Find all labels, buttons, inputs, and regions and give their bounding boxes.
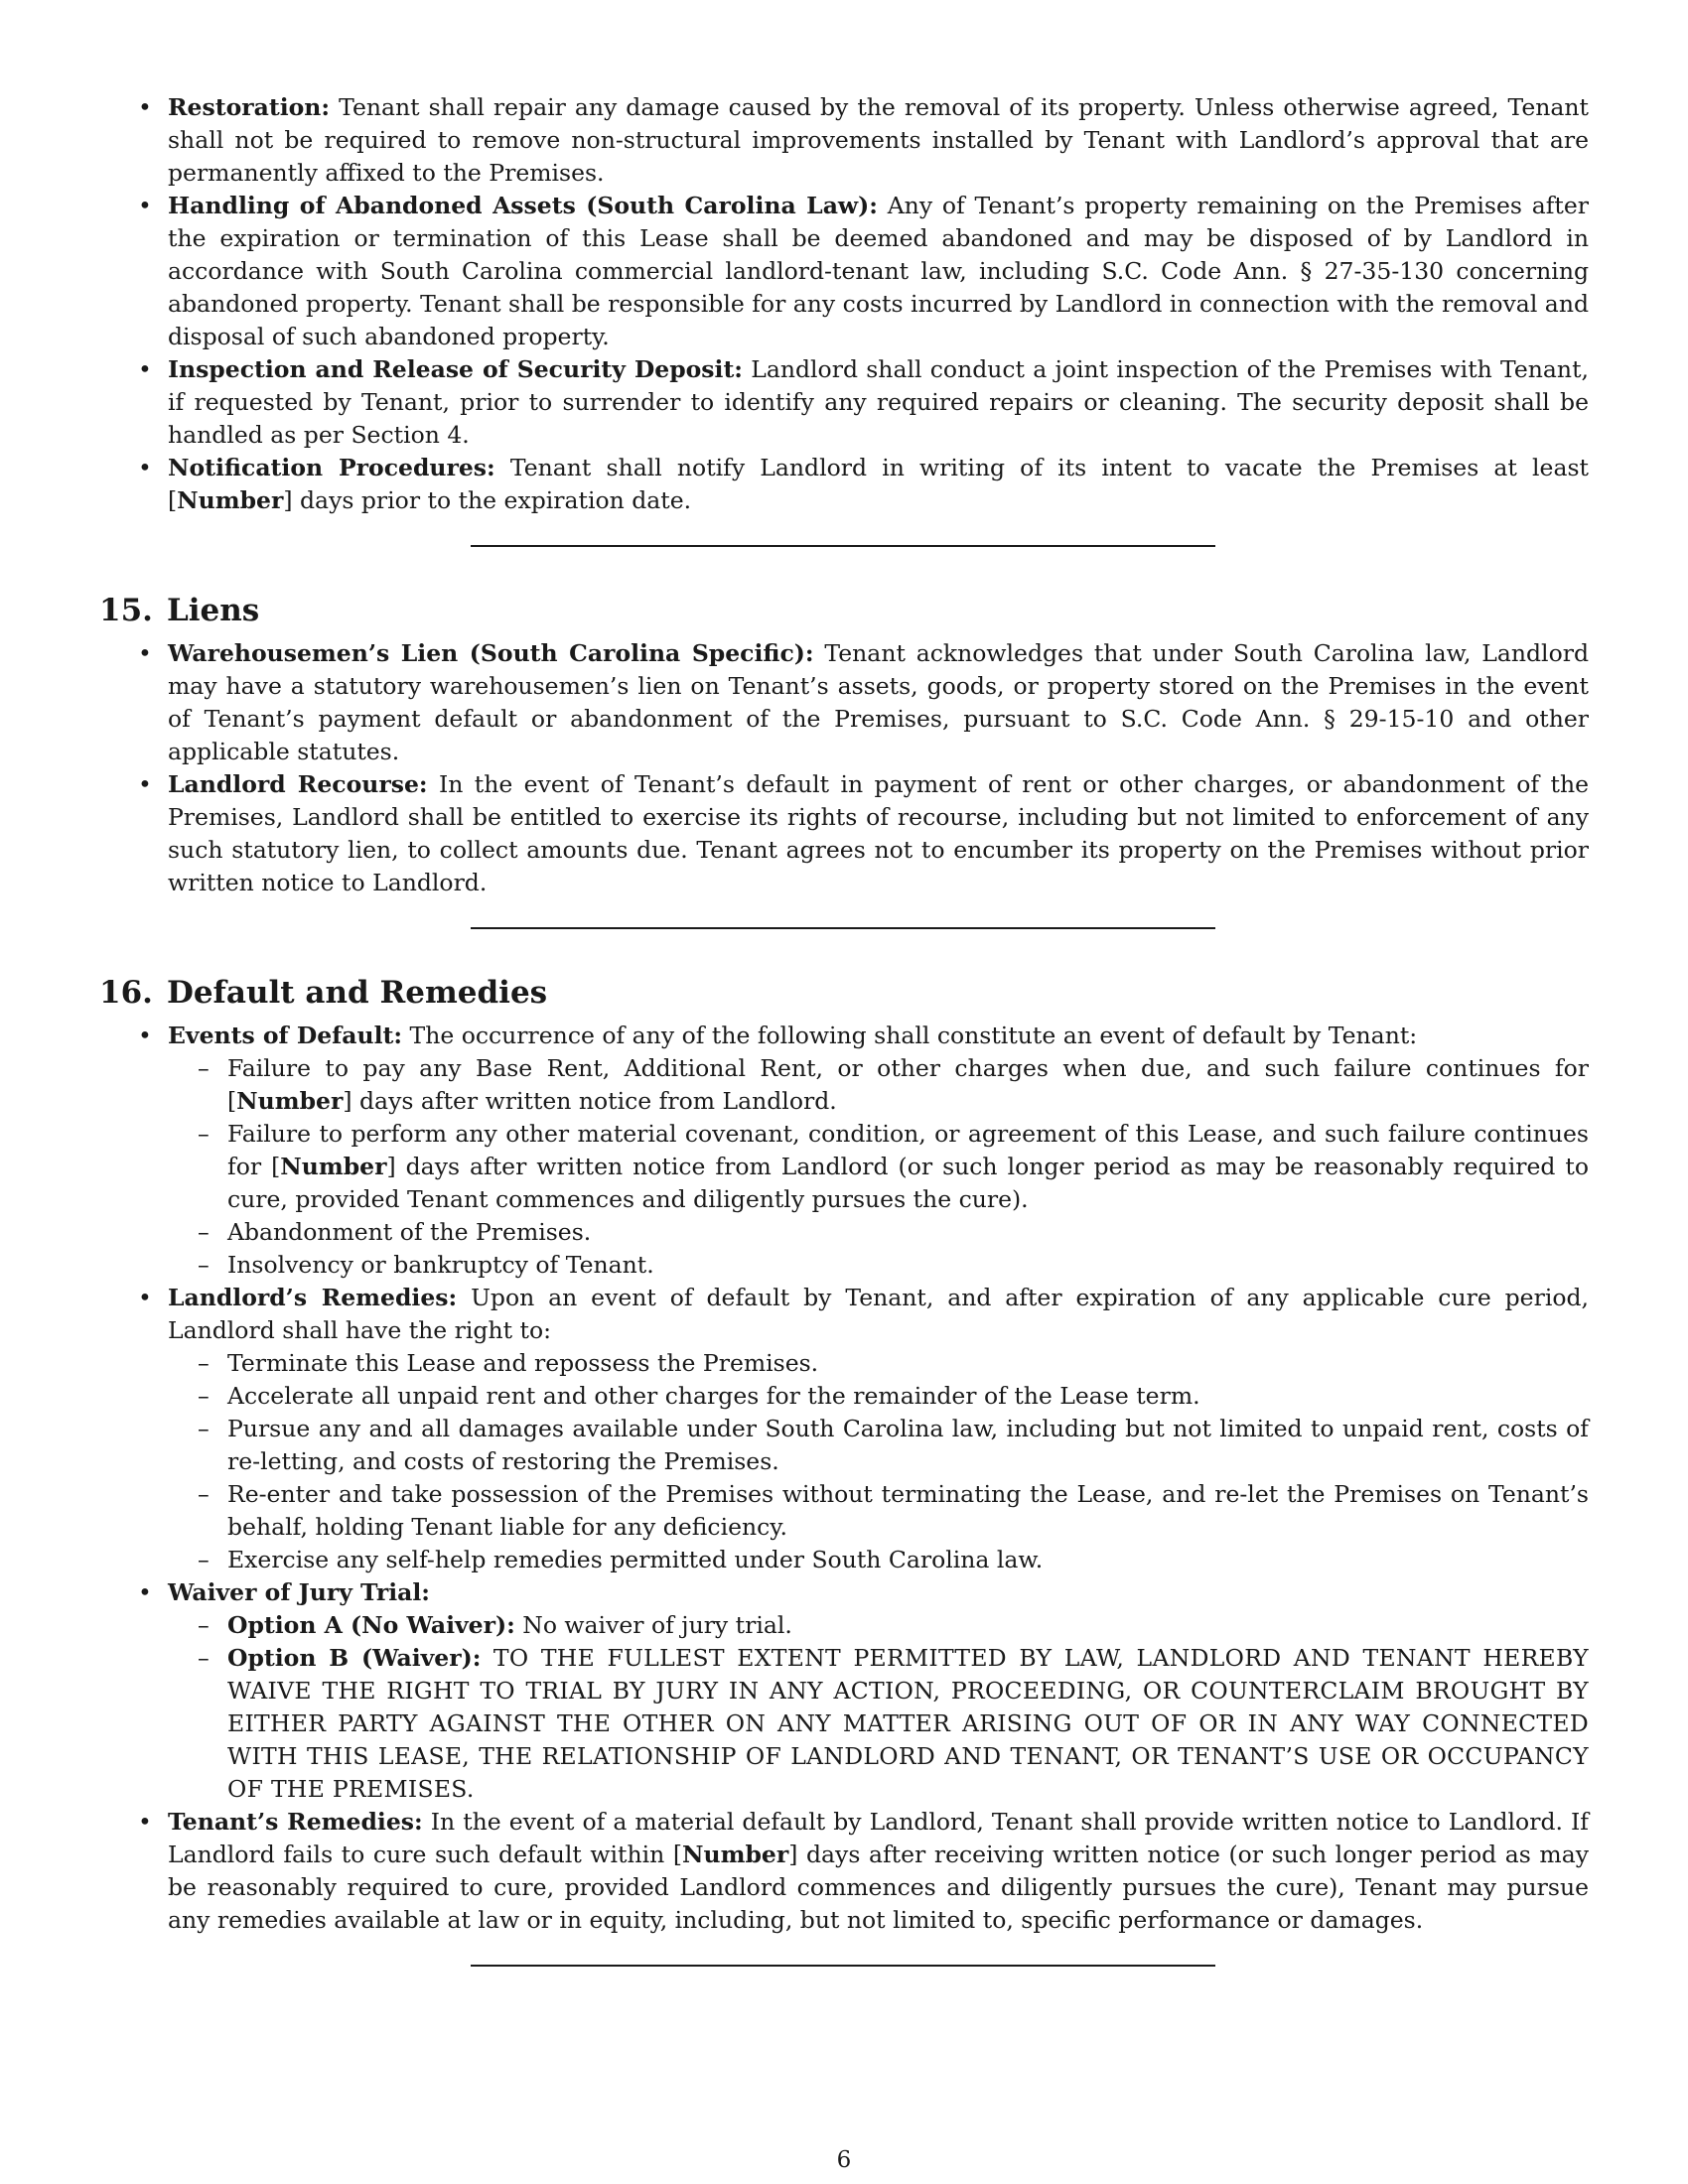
sub-item-text: Pursue any and all damages available under South Carolina law, including but not limited to unpaid rent, costs of re-letting, and costs of restoring the Premises. xyxy=(227,1415,1589,1475)
sub-item xyxy=(168,1544,1589,1576)
section-divider xyxy=(471,1965,1215,1967)
item-text: Tenant shall repair any damage caused by the removal of its property. Unless otherwise agreed, Tenant shall not be required to remove non-structural improvements installed by Tenant with Landlord’s approval that are permanently affixed to the Premises. xyxy=(168,93,1589,187)
sub-item: – Failure to perform any other material covenant, condition, or agreement of this Lease, and such failure continues for [Number] days after written notice from Landlord (or such longer period as may be reasonably required to cure, provided Tenant commences and diligently pursues the cure). xyxy=(198,1120,1589,1213)
bullet-icon: • xyxy=(138,639,152,667)
sub-item: – Failure to pay any Base Rent, Additional Rent, or other charges when due, and such failure continues for [Number] days after written notice from Landlord. xyxy=(198,1054,1589,1115)
section-16-list xyxy=(99,1020,1589,1937)
sub-item-text: Failure to perform any other material covenant, condition, or agreement of this Lease, and such failure continues for xyxy=(227,1120,1589,1180)
bullet-icon: • xyxy=(138,454,152,481)
bullet-icon: • xyxy=(138,1284,152,1311)
bullet-icon: • xyxy=(138,1578,152,1606)
sub-item xyxy=(168,1413,1589,1478)
sub-item xyxy=(168,1642,1589,1806)
item-text: In the event of Tenant’s default in payment of rent or other charges, or abandonment of the Premises, Landlord shall be entitled to exercise its rights of recourse, including but not limited to enforcement of any such statutory lien, to collect amounts due. Tenant agrees not to encumber its property on the Premises without prior written notice to Landlord. xyxy=(168,770,1589,896)
item-label: Landlord’s Remedies: xyxy=(168,1284,458,1311)
sub-item-text: TO THE FULLEST EXTENT PERMITTED BY LAW, LANDLORD AND TENANT HEREBY WAIVE THE RIGHT TO TRIAL BY JURY IN ANY ACTION, PROCEEDING, OR COUNTERCLAIM BROUGHT BY EITHER PARTY AGAINST THE OTHER ON ANY MATTER ARISING OUT OF OR IN ANY WAY CONNECTED WITH THIS LEASE, THE RELATIONSHIP OF LANDLORD AND TENANT, OR TENANT’S USE OR OCCUPANCY OF THE PREMISES. xyxy=(227,1644,1589,1803)
list-item xyxy=(99,768,1589,899)
dash-icon: – xyxy=(198,1120,210,1148)
bullet-icon: • xyxy=(138,192,152,219)
sub-item-text: No waiver of jury trial. xyxy=(514,1611,792,1639)
section-divider xyxy=(471,545,1215,547)
sub-item xyxy=(168,1478,1589,1544)
section-title: Liens xyxy=(166,593,260,628)
sub-item-text: Exercise any self-help remedies permitted under South Carolina law. xyxy=(227,1546,1044,1573)
bullet-icon: • xyxy=(138,1022,152,1049)
item-label: Warehousemen’s Lien (South Carolina Specific): xyxy=(168,639,814,667)
list-item xyxy=(99,1282,1589,1576)
list-item: • Notification Procedures: Tenant shall notify Landlord in writing of its intent to vacate the Premises at least [Number] days prior to the expiration date. xyxy=(138,454,1589,514)
item-label: Tenant’s Remedies: xyxy=(168,1808,423,1836)
dash-icon: – xyxy=(198,1218,210,1246)
section-16-heading xyxy=(99,973,1589,1013)
list-item xyxy=(99,353,1589,452)
item-label: Notification Procedures: xyxy=(168,454,495,481)
sub-item xyxy=(168,1249,1589,1282)
item-text-after: days prior to the expiration date. xyxy=(292,486,692,514)
placeholder-number: Number xyxy=(236,1087,344,1115)
bullet-icon: • xyxy=(138,1808,152,1836)
dash-icon: – xyxy=(198,1611,210,1639)
section-15-list xyxy=(99,637,1589,899)
list-item xyxy=(99,1020,1589,1282)
sub-item xyxy=(168,1609,1589,1642)
events-sublist xyxy=(168,1052,1589,1282)
sub-item-text: Insolvency or bankruptcy of Tenant. xyxy=(227,1251,654,1279)
item-text: Tenant shall notify Landlord in writing of its intent to vacate the Premises at least xyxy=(494,454,1589,481)
item-text: In the event of a material default by Landlord, Tenant shall provide written notice to Landlord. If Landlord fails to cure such default within xyxy=(168,1808,1589,1868)
section-divider xyxy=(471,927,1215,929)
option-label: Option B (Waiver): xyxy=(227,1644,482,1672)
dash-icon: – xyxy=(198,1251,210,1279)
option-label: Option A (No Waiver): xyxy=(227,1611,515,1639)
item-text: Any of Tenant’s property remaining on the Premises after the expiration or termination of this Lease shall be deemed abandoned and may be disposed of by Landlord in accordance with South Carolina commercial landlord-tenant law, including S.C. Code Ann. § 27-35-130 concerning abandoned property. Tenant shall be responsible for any costs incurred by Landlord in connection with the removal and disposal of such abandoned property. xyxy=(168,192,1589,350)
document-page xyxy=(99,91,1589,1967)
dash-icon: – xyxy=(198,1415,210,1442)
sub-item xyxy=(168,1380,1589,1413)
bullet-icon: • xyxy=(138,93,152,121)
item-label: Inspection and Release of Security Deposit: xyxy=(168,355,743,383)
item-text: Landlord shall conduct a joint inspection of the Premises with Tenant, if requested by Tenant, prior to surrender to identify any required repairs or cleaning. The security deposit shall be handled as per Section 4. xyxy=(168,355,1589,449)
section-number: 16. xyxy=(99,975,153,1011)
section-number: 15. xyxy=(99,593,153,628)
list-item xyxy=(99,190,1589,353)
list-item xyxy=(99,91,1589,190)
dash-icon: – xyxy=(198,1480,210,1508)
page-number: 6 xyxy=(836,2147,852,2173)
sub-item-text: Failure to pay any Base Rent, Additional Rent, or other charges when due, and such failure continues for xyxy=(227,1054,1589,1082)
list-item: • Tenant’s Remedies: In the event of a material default by Landlord, Tenant shall provide written notice to Landlord. If Landlord fails to cure such default within [Number] days after receiving written notice (or such longer period as may be reasonably required to cure, provided Landlord commences and diligently pursues the cure), Tenant may pursue any remedies available at law or in equity, including, but not limited to, specific performance or damages. xyxy=(138,1808,1589,1934)
dash-icon: – xyxy=(198,1349,210,1377)
item-label: Handling of Abandoned Assets (South Carolina Law): xyxy=(168,192,878,219)
item-text: The occurrence of any of the following shall constitute an event of default by Tenant: xyxy=(402,1022,1418,1049)
section-14-list xyxy=(99,91,1589,517)
jury-sublist xyxy=(168,1609,1589,1806)
sub-item xyxy=(168,1216,1589,1249)
item-text: Tenant acknowledges that under South Carolina law, Landlord may have a statutory warehousemen’s lien on Tenant’s assets, goods, or property stored on the Premises in the event of Tenant’s payment default or abandonment of the Premises, pursuant to S.C. Code Ann. § 29-15-10 and other applicable statutes. xyxy=(168,639,1589,765)
placeholder-number: Number xyxy=(682,1841,789,1868)
sub-item-text: Abandonment of the Premises. xyxy=(227,1218,592,1246)
dash-icon: – xyxy=(198,1546,210,1573)
dash-icon: – xyxy=(198,1054,210,1082)
bullet-icon: • xyxy=(138,355,152,383)
sub-item xyxy=(168,1347,1589,1380)
placeholder-number: Number xyxy=(280,1153,387,1180)
item-label: Waiver of Jury Trial: xyxy=(168,1578,430,1606)
remedies-sublist xyxy=(168,1347,1589,1576)
list-item xyxy=(99,1576,1589,1806)
section-title: Default and Remedies xyxy=(166,975,548,1011)
dash-icon: – xyxy=(198,1382,210,1410)
section-15-heading xyxy=(99,591,1589,630)
sub-item-text-after: days after written notice from Landlord. xyxy=(352,1087,837,1115)
dash-icon: – xyxy=(198,1644,210,1672)
sub-item-text: Terminate this Lease and repossess the Premises. xyxy=(227,1349,819,1377)
item-text-after: days after receiving written notice (or such longer period as may be reasonably required to cure, provided Landlord commences and diligently pursues the cure), Tenant may pursue any remedies available at law or in equity, including, but not limited to, specific performance or damages. xyxy=(168,1841,1589,1934)
sub-item-text: Accelerate all unpaid rent and other charges for the remainder of the Lease term. xyxy=(227,1382,1200,1410)
item-label: Events of Default: xyxy=(168,1022,403,1049)
item-text: Upon an event of default by Tenant, and after expiration of any applicable cure period, Landlord shall have the right to: xyxy=(168,1284,1589,1344)
sub-item-text-after: days after written notice from Landlord (or such longer period as may be reasonably required to cure, provided Tenant commences and diligently pursues the cure). xyxy=(227,1153,1589,1213)
item-label: Restoration: xyxy=(168,93,331,121)
list-item xyxy=(99,637,1589,768)
placeholder-number: Number xyxy=(177,486,284,514)
sub-item-text: Re-enter and take possession of the Premises without terminating the Lease, and re-let the Premises on Tenant’s behalf, holding Tenant liable for any deficiency. xyxy=(227,1480,1589,1541)
bullet-icon: • xyxy=(138,770,152,798)
item-label: Landlord Recourse: xyxy=(168,770,428,798)
